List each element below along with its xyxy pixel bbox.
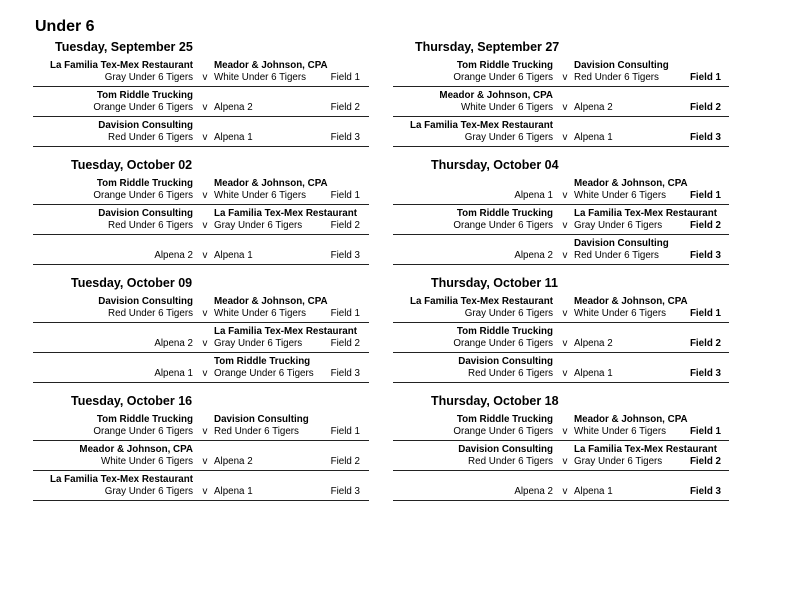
away-team: Gray Under 6 Tigers <box>574 456 663 467</box>
home-team: Orange Under 6 Tigers <box>453 426 553 437</box>
away-sponsor: Meador & Johnson, CPA <box>574 178 688 189</box>
day-date: Tuesday, October 02 <box>71 158 193 172</box>
home-sponsor: La Familia Tex-Mex Restaurant <box>49 60 193 71</box>
away-sponsor: La Familia Tex-Mex Restaurant <box>574 208 718 219</box>
away-team: White Under 6 Tigers <box>214 72 307 83</box>
away-sponsor: Davision Consulting <box>574 238 669 249</box>
field-label: Field 3 <box>330 132 360 143</box>
away-team: Alpena 2 <box>214 102 253 113</box>
versus-label: v <box>562 338 568 349</box>
away-team: Alpena 1 <box>574 368 613 379</box>
game-row <box>33 442 369 471</box>
away-team: Alpena 2 <box>574 102 613 113</box>
game-row <box>33 324 369 353</box>
away-sponsor: Davision Consulting <box>574 60 669 71</box>
versus-label: v <box>202 250 208 261</box>
field-label: Field 2 <box>689 102 721 113</box>
field-label: Field 1 <box>689 426 721 437</box>
game-row <box>33 88 369 117</box>
game-row <box>393 324 729 353</box>
versus-label: v <box>202 456 208 467</box>
games-list <box>393 294 729 384</box>
versus-label: v <box>562 190 568 201</box>
field-label: Field 2 <box>330 220 360 231</box>
home-team: Orange Under 6 Tigers <box>93 426 193 437</box>
field-label: Field 3 <box>689 250 721 261</box>
field-label: Field 3 <box>330 486 360 497</box>
away-sponsor: Meador & Johnson, CPA <box>574 296 688 307</box>
field-label: Field 1 <box>689 72 721 83</box>
field-label: Field 3 <box>689 368 721 379</box>
day-block <box>33 156 373 274</box>
home-team: Orange Under 6 Tigers <box>93 190 193 201</box>
day-date: Thursday, September 27 <box>415 40 560 54</box>
field-label: Field 2 <box>689 220 721 231</box>
day-date: Tuesday, September 25 <box>55 40 193 54</box>
away-sponsor: La Familia Tex-Mex Restaurant <box>574 444 718 455</box>
versus-label: v <box>562 426 568 437</box>
versus-label: v <box>562 132 568 143</box>
versus-label: v <box>562 102 568 113</box>
games-list <box>33 176 369 266</box>
field-label: Field 1 <box>330 72 360 83</box>
game-row <box>33 354 369 383</box>
game-row <box>393 176 729 205</box>
game-row <box>33 176 369 205</box>
day-block <box>33 38 373 156</box>
game-row <box>33 118 369 147</box>
game-row <box>393 294 729 323</box>
home-team: White Under 6 Tigers <box>100 456 193 467</box>
schedule-column-thursday <box>393 38 733 510</box>
game-row <box>393 412 729 441</box>
versus-label: v <box>562 220 568 231</box>
field-label: Field 2 <box>330 338 360 349</box>
game-row <box>393 442 729 471</box>
page-title: Under 6 <box>35 18 95 35</box>
away-team: Gray Under 6 Tigers <box>574 220 663 231</box>
game-row <box>393 88 729 117</box>
versus-label: v <box>202 486 208 497</box>
home-sponsor: Tom Riddle Trucking <box>456 326 553 337</box>
day-block <box>393 38 733 156</box>
game-row <box>33 412 369 441</box>
versus-label: v <box>202 132 208 143</box>
away-team: White Under 6 Tigers <box>574 190 667 201</box>
away-team: Alpena 1 <box>214 132 253 143</box>
schedule-column-tuesday <box>33 38 373 510</box>
game-row <box>33 472 369 501</box>
home-sponsor: La Familia Tex-Mex Restaurant <box>49 474 193 485</box>
game-row <box>33 206 369 235</box>
game-row <box>393 206 729 235</box>
versus-label: v <box>562 308 568 319</box>
home-team: Red Under 6 Tigers <box>108 308 193 319</box>
day-block <box>393 156 733 274</box>
home-sponsor: La Familia Tex-Mex Restaurant <box>409 296 553 307</box>
home-sponsor: Tom Riddle Trucking <box>96 90 193 101</box>
versus-label: v <box>202 338 208 349</box>
away-team: Alpena 1 <box>574 132 613 143</box>
games-list <box>33 58 369 148</box>
away-sponsor: Meador & Johnson, CPA <box>214 296 328 307</box>
versus-label: v <box>202 72 208 83</box>
versus-label: v <box>562 368 568 379</box>
day-block <box>393 274 733 392</box>
home-team: Alpena 2 <box>154 250 193 261</box>
away-team: Gray Under 6 Tigers <box>214 338 303 349</box>
games-list <box>33 294 369 384</box>
versus-label: v <box>202 220 208 231</box>
game-row <box>393 58 729 87</box>
field-label: Field 3 <box>330 368 360 379</box>
home-team: Gray Under 6 Tigers <box>104 486 193 497</box>
field-label: Field 2 <box>330 102 360 113</box>
away-team: Red Under 6 Tigers <box>214 426 299 437</box>
day-date: Tuesday, October 09 <box>71 276 193 290</box>
away-sponsor: La Familia Tex-Mex Restaurant <box>214 208 358 219</box>
versus-label: v <box>202 308 208 319</box>
home-team: White Under 6 Tigers <box>460 102 553 113</box>
field-label: Field 3 <box>330 250 360 261</box>
day-block <box>33 392 373 510</box>
home-team: Gray Under 6 Tigers <box>464 308 553 319</box>
home-team: Red Under 6 Tigers <box>108 132 193 143</box>
away-team: Alpena 2 <box>214 456 253 467</box>
home-team: Red Under 6 Tigers <box>108 220 193 231</box>
home-team: Alpena 2 <box>514 486 553 497</box>
away-team: White Under 6 Tigers <box>214 190 307 201</box>
away-team: Alpena 1 <box>214 250 253 261</box>
versus-label: v <box>562 486 568 497</box>
home-team: Red Under 6 Tigers <box>468 456 553 467</box>
versus-label: v <box>202 102 208 113</box>
home-sponsor: Tom Riddle Trucking <box>96 178 193 189</box>
away-team: Gray Under 6 Tigers <box>214 220 303 231</box>
away-team: Red Under 6 Tigers <box>574 250 659 261</box>
home-team: Alpena 2 <box>514 250 553 261</box>
home-sponsor: Davision Consulting <box>458 356 553 367</box>
away-team: Alpena 1 <box>574 486 613 497</box>
away-sponsor: Meador & Johnson, CPA <box>574 414 688 425</box>
home-team: Alpena 1 <box>154 368 193 379</box>
home-sponsor: Meador & Johnson, CPA <box>439 90 553 101</box>
game-row <box>33 236 369 265</box>
home-sponsor: La Familia Tex-Mex Restaurant <box>409 120 553 131</box>
home-sponsor: Tom Riddle Trucking <box>456 414 553 425</box>
away-sponsor: Meador & Johnson, CPA <box>214 178 328 189</box>
versus-label: v <box>202 426 208 437</box>
home-team: Gray Under 6 Tigers <box>104 72 193 83</box>
home-team: Orange Under 6 Tigers <box>453 220 553 231</box>
home-sponsor: Davision Consulting <box>98 296 193 307</box>
game-row <box>33 294 369 323</box>
day-block <box>393 392 733 510</box>
home-team: Orange Under 6 Tigers <box>453 338 553 349</box>
game-row <box>393 472 729 501</box>
away-sponsor: La Familia Tex-Mex Restaurant <box>214 326 358 337</box>
away-team: Alpena 2 <box>574 338 613 349</box>
home-team: Red Under 6 Tigers <box>468 368 553 379</box>
field-label: Field 1 <box>330 426 360 437</box>
field-label: Field 2 <box>689 456 721 467</box>
versus-label: v <box>202 368 208 379</box>
field-label: Field 1 <box>689 190 721 201</box>
day-date: Tuesday, October 16 <box>71 394 193 408</box>
field-label: Field 1 <box>330 190 360 201</box>
field-label: Field 2 <box>689 338 721 349</box>
home-sponsor: Davision Consulting <box>98 208 193 219</box>
versus-label: v <box>202 190 208 201</box>
field-label: Field 1 <box>689 308 721 319</box>
away-team: Orange Under 6 Tigers <box>214 368 314 379</box>
home-team: Orange Under 6 Tigers <box>93 102 193 113</box>
away-team: Alpena 1 <box>214 486 253 497</box>
away-sponsor: Meador & Johnson, CPA <box>214 60 328 71</box>
home-sponsor: Tom Riddle Trucking <box>456 208 553 219</box>
home-team: Alpena 1 <box>514 190 553 201</box>
game-row <box>393 236 729 265</box>
away-team: White Under 6 Tigers <box>214 308 307 319</box>
away-team: White Under 6 Tigers <box>574 426 667 437</box>
home-sponsor: Meador & Johnson, CPA <box>79 444 193 455</box>
game-row <box>393 354 729 383</box>
day-block <box>33 274 373 392</box>
day-date: Thursday, October 11 <box>431 276 558 290</box>
games-list <box>393 176 729 266</box>
field-label: Field 3 <box>689 132 721 143</box>
day-date: Thursday, October 18 <box>431 394 559 408</box>
home-team: Alpena 2 <box>154 338 193 349</box>
game-row <box>393 118 729 147</box>
games-list <box>393 58 729 148</box>
games-list <box>33 412 369 502</box>
versus-label: v <box>562 250 568 261</box>
day-date: Thursday, October 04 <box>431 158 559 172</box>
home-sponsor: Tom Riddle Trucking <box>456 60 553 71</box>
away-team: Red Under 6 Tigers <box>574 72 659 83</box>
field-label: Field 2 <box>330 456 360 467</box>
home-team: Gray Under 6 Tigers <box>464 132 553 143</box>
home-sponsor: Tom Riddle Trucking <box>96 414 193 425</box>
games-list <box>393 412 729 502</box>
field-label: Field 3 <box>689 486 721 497</box>
versus-label: v <box>562 456 568 467</box>
versus-label: v <box>562 72 568 83</box>
away-sponsor: Tom Riddle Trucking <box>214 356 311 367</box>
game-row <box>33 58 369 87</box>
home-team: Orange Under 6 Tigers <box>453 72 553 83</box>
field-label: Field 1 <box>330 308 360 319</box>
home-sponsor: Davision Consulting <box>458 444 553 455</box>
away-team: White Under 6 Tigers <box>574 308 667 319</box>
away-sponsor: Davision Consulting <box>214 414 309 425</box>
home-sponsor: Davision Consulting <box>98 120 193 131</box>
